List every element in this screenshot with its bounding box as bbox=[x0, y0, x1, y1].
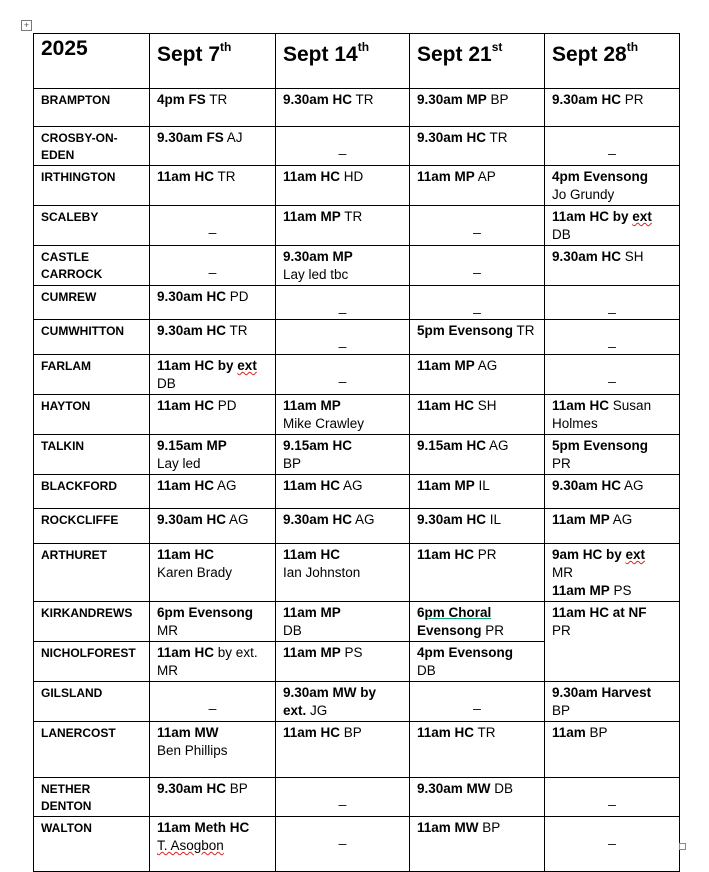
place-name: BLACKFORD bbox=[34, 475, 150, 509]
service-cell bbox=[150, 246, 276, 286]
officiant: HD bbox=[340, 169, 364, 184]
empty-dash: _ bbox=[608, 368, 616, 383]
officiant: TR bbox=[205, 92, 228, 107]
service-cell bbox=[410, 509, 545, 544]
place-name: CASTLE CARROCK bbox=[34, 246, 150, 286]
service-time: 9.30am HC bbox=[157, 289, 227, 304]
officiant: MR bbox=[552, 565, 573, 580]
service-cell bbox=[545, 682, 680, 722]
service-cell bbox=[276, 395, 410, 435]
officiant: BP bbox=[585, 725, 608, 740]
officiant: PR bbox=[552, 623, 571, 638]
service-time: 9.30am HC bbox=[283, 512, 353, 527]
service-cell bbox=[410, 206, 545, 246]
service-cell bbox=[545, 475, 680, 509]
place-name: CUMWHITTON bbox=[34, 320, 150, 355]
officiant: PR bbox=[474, 547, 497, 562]
service-time: 9.30am HC bbox=[417, 130, 487, 145]
service-cell bbox=[150, 778, 276, 817]
table-row bbox=[34, 544, 680, 602]
place-name: ROCKCLIFFE bbox=[34, 509, 150, 544]
empty-dash: _ bbox=[208, 695, 217, 710]
service-time: 9.30am HC bbox=[157, 781, 227, 796]
officiant: Jo Grundy bbox=[552, 187, 615, 202]
officiant: AJ bbox=[223, 130, 243, 145]
service-cell bbox=[276, 602, 410, 642]
service-cell bbox=[410, 89, 545, 127]
service-time: 6 bbox=[417, 605, 425, 620]
service-time: 11am HC by bbox=[157, 358, 238, 373]
table-row bbox=[34, 89, 680, 127]
service-cell bbox=[276, 286, 410, 320]
service-cell bbox=[410, 817, 545, 872]
service-cell bbox=[545, 435, 680, 475]
table-row bbox=[34, 435, 680, 475]
empty-dash: _ bbox=[473, 259, 481, 274]
officiant: AG bbox=[352, 512, 375, 527]
service-time: 9am HC by bbox=[552, 547, 626, 562]
officiant: T. Asogbon bbox=[157, 838, 224, 853]
officiant: Lay led tbc bbox=[283, 267, 349, 282]
officiant: AG bbox=[609, 512, 633, 527]
service-time: 11am HC bbox=[283, 547, 341, 562]
officiant: DB bbox=[552, 227, 571, 242]
service-time: 9.30am MP bbox=[283, 249, 353, 264]
empty-dash: _ bbox=[338, 830, 347, 845]
officiant: PR bbox=[552, 456, 571, 471]
service-cell bbox=[150, 166, 276, 206]
place-name: CUMREW bbox=[34, 286, 150, 320]
empty-dash: _ bbox=[608, 299, 616, 314]
service-time: 11am HC bbox=[157, 547, 215, 562]
service-cell bbox=[410, 355, 545, 395]
service-time: 11am MP bbox=[283, 398, 341, 413]
service-cell bbox=[276, 355, 410, 395]
place-name: ARTHURET bbox=[34, 544, 150, 602]
header-row bbox=[34, 34, 680, 89]
empty-dash: _ bbox=[608, 791, 616, 806]
officiant: TR bbox=[340, 209, 363, 224]
officiant: TR bbox=[226, 323, 248, 338]
table-row bbox=[34, 320, 680, 355]
service-cell bbox=[150, 355, 276, 395]
service-time: 11am HC bbox=[417, 398, 475, 413]
officiant: BP bbox=[340, 725, 362, 740]
officiant: DB bbox=[417, 663, 436, 678]
empty-dash: _ bbox=[473, 695, 481, 710]
service-cell bbox=[545, 722, 680, 778]
service-time: 9.30am FS bbox=[157, 130, 224, 145]
table-row bbox=[34, 778, 680, 817]
officiant: DB bbox=[490, 781, 514, 796]
service-cell bbox=[276, 246, 410, 286]
service-time: 11am HC bbox=[552, 398, 610, 413]
officiant: AG bbox=[474, 358, 498, 373]
officiant: SH bbox=[621, 249, 644, 264]
officiant: AG bbox=[226, 512, 249, 527]
service-cell bbox=[545, 817, 680, 872]
services-table bbox=[33, 33, 680, 872]
service-cell bbox=[545, 778, 680, 817]
service-cell bbox=[150, 89, 276, 127]
service-cell bbox=[410, 166, 545, 206]
service-time: 9.15am MP bbox=[157, 438, 227, 453]
service-time: 11am MP bbox=[552, 583, 610, 598]
service-time: 5pm Evensong bbox=[417, 323, 514, 338]
service-time: 4pm FS bbox=[157, 92, 206, 107]
service-time: 11am MP bbox=[417, 478, 475, 493]
service-time: 11am Meth HC bbox=[157, 820, 250, 835]
officiant: AG bbox=[214, 478, 237, 493]
service-time: 11am MP bbox=[417, 169, 475, 184]
officiant: BP bbox=[283, 456, 302, 471]
service-cell bbox=[545, 286, 680, 320]
officiant: TR bbox=[214, 169, 236, 184]
empty-dash: _ bbox=[338, 140, 347, 155]
service-cell bbox=[150, 320, 276, 355]
date-header-sept-14: Sept 14th bbox=[276, 34, 410, 89]
service-cell bbox=[276, 475, 410, 509]
service-time: 11am HC bbox=[157, 478, 215, 493]
service-time: 6pm Evensong bbox=[157, 605, 254, 620]
service-cell bbox=[276, 642, 410, 682]
officiant: AG bbox=[621, 478, 644, 493]
service-word: ext bbox=[625, 547, 646, 562]
place-name: NICHOLFOREST bbox=[34, 642, 150, 682]
officiant: BP bbox=[552, 703, 571, 718]
service-time: 9.30am MP bbox=[417, 92, 487, 107]
place-name: WALTON bbox=[34, 817, 150, 872]
service-word: ext bbox=[632, 209, 652, 224]
service-time: 11am HC by bbox=[552, 209, 633, 224]
officiant: BP bbox=[478, 820, 501, 835]
officiant: AP bbox=[474, 169, 496, 184]
service-cell bbox=[276, 509, 410, 544]
officiant: AG bbox=[486, 438, 509, 453]
place-name: HAYTON bbox=[34, 395, 150, 435]
service-time: 9.30am HC bbox=[552, 478, 622, 493]
service-cell bbox=[276, 817, 410, 872]
place-name: CROSBY-ON-EDEN bbox=[34, 127, 150, 166]
officiant: PD bbox=[214, 398, 237, 413]
service-time: 9.30am HC bbox=[552, 249, 622, 264]
service-word: ext bbox=[237, 358, 257, 373]
service-cell bbox=[545, 89, 680, 127]
service-time: 11am MP bbox=[283, 645, 341, 660]
table-row bbox=[34, 127, 680, 166]
empty-dash: _ bbox=[473, 299, 481, 314]
officiant: Susan Holmes bbox=[552, 398, 652, 431]
service-time: 11am MP bbox=[417, 358, 475, 373]
service-time: 9.30am HC bbox=[552, 92, 622, 107]
empty-dash: _ bbox=[338, 791, 347, 806]
service-time: 9.30am MW bbox=[417, 781, 491, 796]
officiant: DB bbox=[283, 623, 302, 638]
place-name: BRAMPTON bbox=[34, 89, 150, 127]
service-cell bbox=[150, 395, 276, 435]
place-name: SCALEBY bbox=[34, 206, 150, 246]
service-cell bbox=[545, 206, 680, 246]
officiant: Ben Phillips bbox=[157, 743, 228, 758]
officiant: BP bbox=[226, 781, 248, 796]
service-cell bbox=[410, 320, 545, 355]
service-time: 11am HC bbox=[157, 169, 215, 184]
service-time: 11am HC bbox=[157, 398, 215, 413]
service-time: 9.30am MW by bbox=[283, 685, 377, 700]
service-time: 11am MP bbox=[283, 209, 341, 224]
service-cell bbox=[276, 166, 410, 206]
officiant: DB bbox=[157, 376, 176, 391]
service-cell bbox=[545, 355, 680, 395]
empty-dash: _ bbox=[473, 219, 481, 234]
officiant: Karen Brady bbox=[157, 565, 233, 580]
service-cell bbox=[410, 682, 545, 722]
empty-dash: _ bbox=[608, 140, 616, 155]
service-cell bbox=[276, 206, 410, 246]
service-time: 9.30am HC bbox=[417, 512, 487, 527]
service-time: 9.30am Harvest bbox=[552, 685, 652, 700]
service-time: 11am HC bbox=[157, 645, 215, 660]
service-time: 11am MW bbox=[157, 725, 219, 740]
table-row bbox=[34, 475, 680, 509]
service-cell bbox=[545, 509, 680, 544]
service-time: 9.30am HC bbox=[157, 512, 227, 527]
empty-dash: _ bbox=[208, 259, 217, 274]
table-row bbox=[34, 395, 680, 435]
officiant: PD bbox=[226, 289, 249, 304]
service-time: 11am HC bbox=[283, 478, 341, 493]
officiant: by ext. bbox=[214, 645, 258, 660]
service-time: 4pm Evensong bbox=[552, 169, 649, 184]
table-row bbox=[34, 206, 680, 246]
service-cell bbox=[276, 544, 410, 602]
date-header-sept-21: Sept 21st bbox=[410, 34, 545, 89]
service-cell bbox=[150, 127, 276, 166]
empty-dash: _ bbox=[208, 219, 217, 234]
service-time: 4pm Evensong bbox=[417, 645, 514, 660]
service-cell bbox=[410, 602, 545, 642]
officiant: IL bbox=[474, 478, 490, 493]
service-cell bbox=[545, 127, 680, 166]
table-row bbox=[34, 602, 680, 642]
table-row bbox=[34, 817, 680, 872]
service-cell bbox=[545, 602, 680, 682]
table-resize-handle[interactable] bbox=[679, 843, 686, 850]
service-cell bbox=[410, 475, 545, 509]
empty-dash: _ bbox=[338, 368, 347, 383]
service-cell bbox=[410, 395, 545, 435]
officiant: IL bbox=[486, 512, 502, 527]
officiant: TR bbox=[474, 725, 496, 740]
service-time: 11am HC bbox=[283, 169, 341, 184]
service-time: 9.15am HC bbox=[417, 438, 487, 453]
service-time: 11am bbox=[552, 725, 586, 740]
empty-dash: _ bbox=[338, 333, 347, 348]
service-time-cont: Evensong bbox=[417, 623, 482, 638]
table-row bbox=[34, 509, 680, 544]
empty-dash: _ bbox=[608, 333, 616, 348]
officiant: MR bbox=[157, 623, 178, 638]
service-cell bbox=[545, 320, 680, 355]
service-time: 11am HC at NF bbox=[552, 605, 647, 620]
table-row bbox=[34, 286, 680, 320]
table-row bbox=[34, 682, 680, 722]
service-time: 11am MP bbox=[552, 512, 610, 527]
officiant: TR bbox=[513, 323, 535, 338]
service-cell bbox=[410, 642, 545, 682]
service-cell bbox=[150, 509, 276, 544]
service-time: 9.30am HC bbox=[283, 92, 353, 107]
service-time: 11am HC bbox=[417, 725, 475, 740]
service-cell bbox=[410, 246, 545, 286]
officiant: PR bbox=[481, 623, 505, 638]
officiant: Ian Johnston bbox=[283, 565, 361, 580]
service-time: 11am MP bbox=[283, 605, 341, 620]
service-cell bbox=[545, 395, 680, 435]
service-cell bbox=[150, 722, 276, 778]
service-cell bbox=[276, 320, 410, 355]
service-cell bbox=[410, 286, 545, 320]
service-time: 5pm Evensong bbox=[552, 438, 649, 453]
service-cell bbox=[150, 817, 276, 872]
place-name: IRTHINGTON bbox=[34, 166, 150, 206]
officiant: PR bbox=[621, 92, 644, 107]
date-header-sept-7: Sept 7th bbox=[150, 34, 276, 89]
service-cell bbox=[150, 544, 276, 602]
table-row bbox=[34, 246, 680, 286]
service-cell bbox=[150, 475, 276, 509]
place-name: NETHER DENTON bbox=[34, 778, 150, 817]
table-move-handle[interactable]: + bbox=[21, 20, 32, 31]
officiant: PS bbox=[609, 583, 632, 598]
date-header-sept-28: Sept 28th bbox=[545, 34, 680, 89]
service-cell bbox=[150, 435, 276, 475]
service-time-underlined: pm Choral bbox=[424, 605, 492, 620]
service-time: 11am MW bbox=[417, 820, 479, 835]
place-name: LANERCOST bbox=[34, 722, 150, 778]
officiant: SH bbox=[474, 398, 497, 413]
empty-dash: _ bbox=[608, 830, 616, 845]
service-cell bbox=[150, 682, 276, 722]
service-cell bbox=[410, 778, 545, 817]
service-cell bbox=[545, 544, 680, 602]
place-name: KIRKANDREWS bbox=[34, 602, 150, 642]
service-time: 9.15am HC bbox=[283, 438, 353, 453]
service-cell bbox=[276, 89, 410, 127]
service-cell bbox=[410, 127, 545, 166]
table-row bbox=[34, 355, 680, 395]
service-cell bbox=[410, 435, 545, 475]
officiant: PS bbox=[340, 645, 363, 660]
service-cell bbox=[276, 435, 410, 475]
service-cell bbox=[276, 127, 410, 166]
service-cell bbox=[410, 722, 545, 778]
service-cell bbox=[545, 166, 680, 206]
officiant: TR bbox=[352, 92, 374, 107]
officiant: MR bbox=[157, 663, 178, 678]
table-row bbox=[34, 722, 680, 778]
place-name: TALKIN bbox=[34, 435, 150, 475]
officiant: BP bbox=[486, 92, 509, 107]
service-time: 11am HC bbox=[417, 547, 475, 562]
service-cell bbox=[276, 722, 410, 778]
service-time: 9.30am HC bbox=[157, 323, 227, 338]
service-cell bbox=[150, 602, 276, 642]
year-header: 2025 bbox=[34, 34, 150, 89]
service-cell bbox=[276, 778, 410, 817]
place-name: GILSLAND bbox=[34, 682, 150, 722]
service-cell bbox=[150, 286, 276, 320]
empty-dash: _ bbox=[338, 299, 347, 314]
service-cell bbox=[545, 246, 680, 286]
officiant: Lay led bbox=[157, 456, 201, 471]
service-cell bbox=[150, 206, 276, 246]
service-cell bbox=[276, 682, 410, 722]
officiant: JG bbox=[306, 703, 328, 718]
service-cell bbox=[150, 642, 276, 682]
table-row bbox=[34, 166, 680, 206]
service-time: 11am HC bbox=[283, 725, 341, 740]
place-name: FARLAM bbox=[34, 355, 150, 395]
service-cell bbox=[410, 544, 545, 602]
service-time-cont: ext. bbox=[283, 703, 307, 718]
officiant: AG bbox=[340, 478, 363, 493]
officiant: Mike Crawley bbox=[283, 416, 365, 431]
officiant: TR bbox=[486, 130, 508, 145]
